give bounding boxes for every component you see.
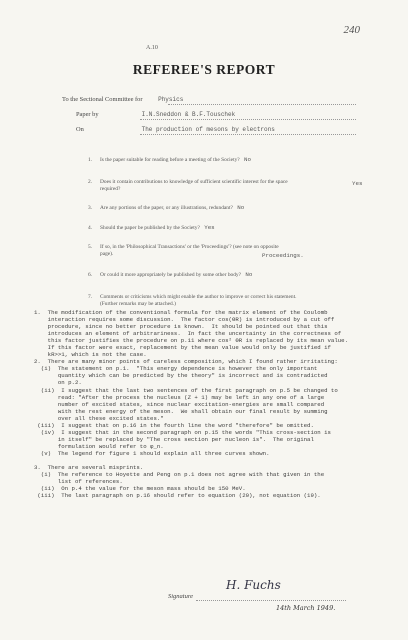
- on-value: The production of mesons by electrons: [141, 126, 275, 133]
- paper-by-value: I.N.Sneddon & B.F.Touschek: [141, 111, 236, 118]
- page-number: 240: [343, 24, 360, 36]
- committee-label: To the Sectional Committee for: [62, 96, 143, 103]
- comment-line: (i) The reference to Hoyette and Peng on p.1 does not agree with that given in the: [34, 471, 325, 479]
- on-underline: [140, 134, 356, 135]
- committee-row: [62, 96, 183, 103]
- question-answer: No: [245, 271, 253, 278]
- on-row: [62, 126, 275, 133]
- question-5-answer: Proceedings.: [262, 252, 304, 259]
- signature-label: Signature: [168, 593, 194, 600]
- comment-line: quantity which can be predicted by the theory" is incorrect and is contradicted: [34, 372, 328, 380]
- handwritten-signature: H. Fuchs: [226, 578, 281, 592]
- comment-line: (i) The statement on p.1. "This energy dependence is however the only important: [34, 365, 318, 373]
- comment-line: 3. There are several misprints.: [34, 463, 144, 471]
- form-reference: A.10: [146, 45, 158, 51]
- question-text: Comments or criticisms which might enable the author to improve or correct his statement.: [100, 294, 297, 300]
- question-2-answer: Yes: [352, 180, 363, 187]
- question-5: 5. If so, in the 'Philosophical Transactions' or the 'Proceedings'? (see note on opposite page).: [88, 244, 279, 257]
- comment-line: list of references.: [34, 478, 123, 486]
- question-text: Are any portions of the paper, or any illustrations, redundant?: [100, 205, 233, 211]
- comment-line: number of excited states, since nuclear excitation-energies are small compared: [34, 400, 325, 408]
- comment-line: 2. There are many minor points of careless composition, which I found rather irritating:: [34, 358, 338, 366]
- comment-line: procedure, since no better procedure is known. It should be pointed out that this: [34, 323, 328, 331]
- question-text: Or could it more appropriately be published by some other body?: [100, 272, 242, 278]
- question-text-continued: (Further remarks may be attached.): [100, 301, 176, 307]
- comment-line: with the rest energy of the meson. We shall obtain our final result by summing: [34, 407, 328, 415]
- question-7: 7. Comments or criticisms which might enable the author to improve or correct his statement. (Further remarks may be attached.): [88, 294, 297, 307]
- comment-line: read: "After the process the nucleus (Z + 1) may be left in any one of a large: [34, 393, 325, 401]
- comment-line: formulation would refer to φ_n.: [34, 442, 164, 450]
- comment-line: (ii) On p.4 the value for the meson mass should be 150 MeV.: [34, 485, 246, 493]
- comment-line: (iii) The last paragraph on p.16 should refer to equation (20), not equation (19).: [34, 492, 321, 500]
- on-label: On: [76, 126, 84, 133]
- question-text: If so, in the 'Philosophical Transactions' or the 'Proceedings'? (see note on opposite: [100, 244, 279, 250]
- question-2: 2. Does it contain contributions to knowledge of sufficient scientific interest for the space required?: [88, 179, 288, 192]
- comment-line: this factor justifies the procedure on p.11 where cos² ΘR is replaced by its mean value.: [34, 337, 349, 345]
- question-3: 3. Are any portions of the paper, or any illustrations, redundant? No: [88, 204, 245, 211]
- committee-value: Physics: [158, 96, 184, 103]
- comment-line: (iv) I suggest that in the second paragraph on p.15 the words "This cross-section is: [34, 428, 331, 436]
- question-answer: No: [244, 156, 251, 163]
- comment-line: interaction requires some discussion. The factor cos(ΘR) is introduced by a cut off: [34, 316, 335, 324]
- comment-line: (v) The legend for figure 1 should explain all three curves shown.: [34, 449, 270, 457]
- committee-underline: [168, 104, 356, 105]
- question-text-continued: page).: [100, 251, 114, 257]
- comment-line: [34, 457, 348, 464]
- comment-line: If this factor were exact, replacement by the mean value would only be justified if: [34, 344, 331, 352]
- question-text-continued: required?: [100, 186, 121, 192]
- question-answer: No: [237, 204, 245, 211]
- comment-line: on p.2.: [34, 379, 82, 387]
- handwritten-date: 14th March 1949.: [276, 604, 336, 612]
- question-6: 6. Or could it more appropriately be published by some other body? No: [88, 271, 253, 278]
- paper-by-underline: [140, 119, 356, 120]
- comment-line: in itself" be replaced by "The cross section per nucleon is". The original: [34, 435, 314, 443]
- question-answer: Yes: [204, 224, 215, 231]
- paper-by-row: [62, 111, 235, 118]
- comments-block: [34, 309, 348, 499]
- comment-line: 1. The modification of the conventional formula for the matrix element of the Coulomb: [34, 309, 328, 316]
- question-text: Should the paper be published by the Society?: [100, 225, 200, 231]
- question-1: 1. Is the paper suitable for reading before a meeting of the Society? No: [88, 156, 251, 163]
- signature-line: [196, 600, 346, 601]
- comment-line: over all these excited states.": [34, 414, 164, 422]
- comment-line: introduces an element of arbitrariness. In fact the uncertainty in the correctness of: [34, 330, 342, 338]
- comment-line: (ii) I suggest that the last two sentences of the first paragraph on p.5 be changed to: [34, 386, 338, 394]
- comment-line: kR>>1, which is not the case.: [34, 351, 147, 359]
- question-text: Does it contain contributions to knowledge of sufficient scientific interest for the space: [100, 179, 288, 185]
- page-title: REFEREE'S REPORT: [132, 62, 276, 77]
- question-text: Is the paper suitable for reading before a meeting of the Society?: [100, 157, 240, 163]
- question-4: 4. Should the paper be published by the Society? Yes: [88, 224, 215, 231]
- comment-line: (iii) I suggest that on p.16 in the fourth line the word "therefore" be omitted.: [34, 421, 314, 429]
- paper-by-label: Paper by: [76, 111, 99, 118]
